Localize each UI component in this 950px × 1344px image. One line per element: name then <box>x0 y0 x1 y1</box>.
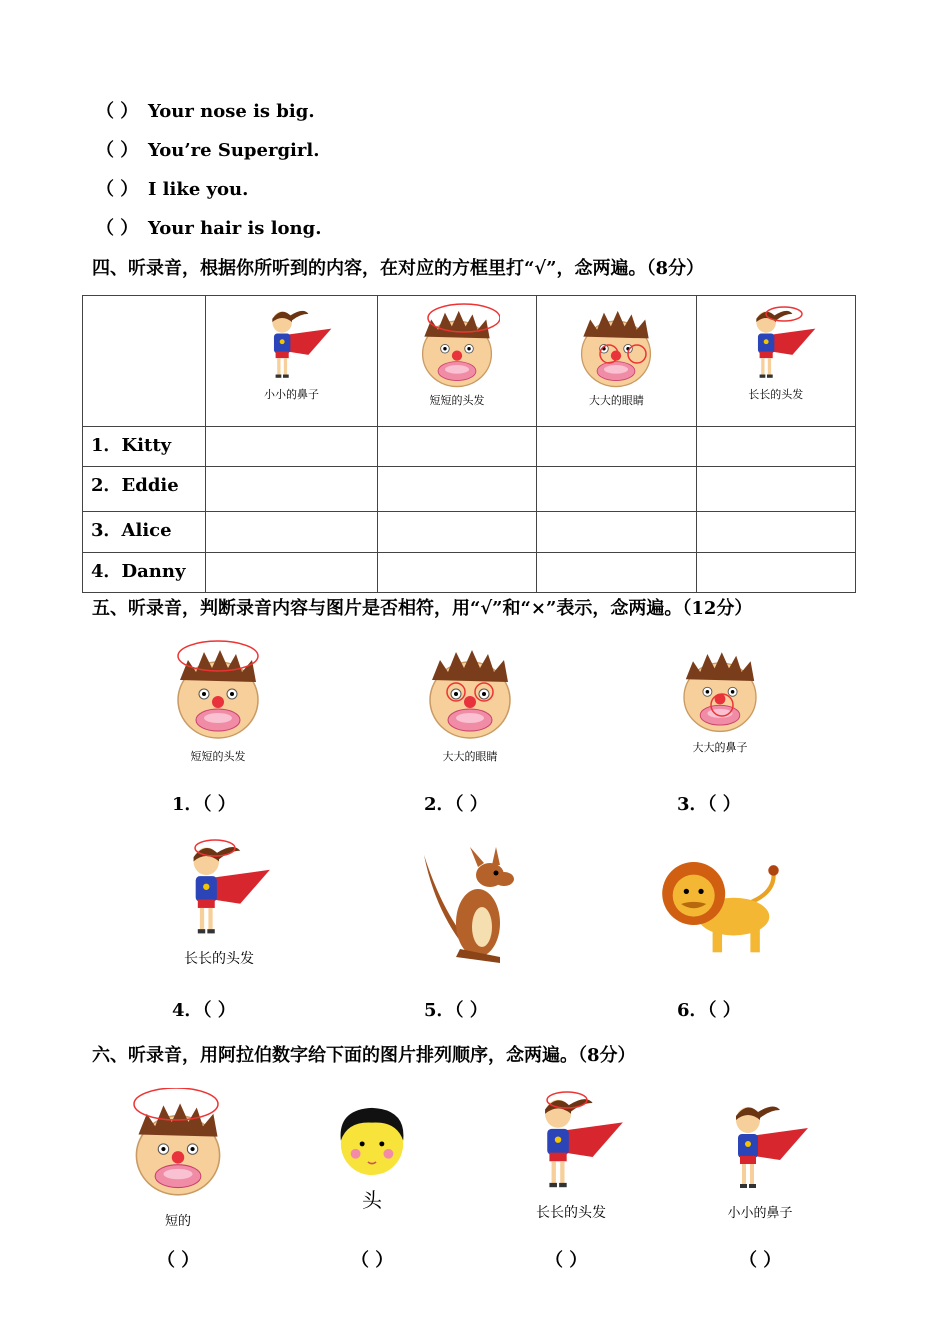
caption: 大大的眼睛 <box>442 750 498 763</box>
section5-heading: 五、听录音，判断录音内容与图片是否相符，用“√”和“×”表示，念两遍。（12分） <box>92 598 753 619</box>
check-cell[interactable] <box>206 512 377 553</box>
table-corner-cell <box>83 296 206 427</box>
girl-picture <box>704 1098 816 1198</box>
picture-small-nose <box>704 1098 816 1221</box>
girl-picture <box>163 838 275 944</box>
caption: 大大的鼻子 <box>692 741 748 754</box>
header-cell-big-eyes <box>537 296 696 427</box>
check-cell[interactable] <box>537 553 696 593</box>
caption: 长长的头发 <box>748 388 804 401</box>
picture-big-nose <box>672 645 768 755</box>
caption: 大大的眼睛 <box>588 394 644 407</box>
check-cell[interactable] <box>377 553 536 593</box>
kangaroo-picture <box>420 845 520 965</box>
section3-item <box>96 175 248 201</box>
boy-face-picture <box>168 640 268 744</box>
answer-paren[interactable]: （ ） <box>96 218 139 239</box>
row-label: 4．Danny <box>83 553 206 593</box>
check-cell[interactable] <box>377 512 536 553</box>
section4-heading: 四、听录音，根据你所听到的内容，在对应的方框里打“√”，念两遍。（8分） <box>92 258 705 279</box>
answer-1[interactable]: 1．（ ） <box>172 794 236 815</box>
check-cell[interactable] <box>537 467 696 512</box>
picture-big-eyes <box>420 640 520 764</box>
item-text: You’re Supergirl. <box>148 140 320 161</box>
girl-picture <box>732 304 820 386</box>
section3-item <box>96 97 315 123</box>
check-cell[interactable] <box>206 467 377 512</box>
row-label: 2．Eddie <box>83 467 206 512</box>
picture-short-hair <box>168 640 268 764</box>
caption: 头 <box>362 1188 382 1212</box>
picture-head <box>320 1098 424 1213</box>
answer-paren[interactable]: （ ） <box>96 140 139 161</box>
section3-item <box>96 136 319 162</box>
answer-3[interactable]: 3．（ ） <box>677 794 741 815</box>
check-cell[interactable] <box>696 553 855 593</box>
row-label: 1．Kitty <box>83 427 206 467</box>
check-cell[interactable] <box>696 467 855 512</box>
answer-table <box>82 295 856 593</box>
picture-long-hair <box>515 1090 627 1222</box>
row-label: 3．Alice <box>83 512 206 553</box>
caption: 长长的头发 <box>536 1205 606 1221</box>
caption: 小小的鼻子 <box>264 388 320 401</box>
section3-item <box>96 214 322 240</box>
caption: 短短的头发 <box>190 750 246 763</box>
answer-5[interactable]: 5．（ ） <box>424 1000 488 1021</box>
boy-face-picture <box>573 302 659 392</box>
caption: 小小的鼻子 <box>727 1206 793 1221</box>
kid-head-picture <box>320 1098 424 1180</box>
answer-paren[interactable]: （ ） <box>96 179 139 200</box>
order-answer-3[interactable]: （ ） <box>545 1250 588 1271</box>
order-answer-1[interactable]: （ ） <box>157 1250 200 1271</box>
check-cell[interactable] <box>696 427 855 467</box>
table-row <box>83 553 856 593</box>
picture-kangaroo <box>420 845 520 969</box>
header-cell-long-hair <box>696 296 855 427</box>
answer-2[interactable]: 2．（ ） <box>424 794 488 815</box>
item-text: Your nose is big. <box>148 101 315 122</box>
boy-face-picture <box>420 640 520 744</box>
table-row <box>83 467 856 512</box>
check-cell[interactable] <box>537 427 696 467</box>
table-row <box>83 427 856 467</box>
order-answer-4[interactable]: （ ） <box>739 1250 782 1271</box>
item-text: I like you. <box>148 179 249 200</box>
girl-picture <box>246 304 338 386</box>
picture-short-hair <box>126 1088 230 1229</box>
picture-lion <box>658 850 784 962</box>
section6-heading: 六、听录音，用阿拉伯数字给下面的图片排列顺序，念两遍。（8分） <box>92 1045 636 1066</box>
caption: 长长的头发 <box>184 951 254 967</box>
order-answer-2[interactable]: （ ） <box>351 1250 394 1271</box>
check-cell[interactable] <box>696 512 855 553</box>
boy-face-picture <box>126 1088 230 1206</box>
lion-picture <box>658 850 784 958</box>
check-cell[interactable] <box>377 427 536 467</box>
boy-face-picture <box>672 645 768 735</box>
girl-picture <box>515 1090 627 1198</box>
item-text: Your hair is long. <box>148 218 322 239</box>
answer-6[interactable]: 6．（ ） <box>677 1000 741 1021</box>
check-cell[interactable] <box>206 553 377 593</box>
caption: 短短的头发 <box>429 394 485 407</box>
picture-long-hair <box>163 838 275 968</box>
table-row <box>83 512 856 553</box>
header-cell-small-nose <box>206 296 377 427</box>
caption: 短的 <box>164 1214 191 1229</box>
check-cell[interactable] <box>377 467 536 512</box>
boy-face-picture <box>414 302 500 392</box>
check-cell[interactable] <box>537 512 696 553</box>
answer-4[interactable]: 4．（ ） <box>172 1000 236 1021</box>
check-cell[interactable] <box>206 427 377 467</box>
answer-paren[interactable]: （ ） <box>96 101 139 122</box>
header-cell-short-hair <box>377 296 536 427</box>
table-header-row <box>83 296 856 427</box>
